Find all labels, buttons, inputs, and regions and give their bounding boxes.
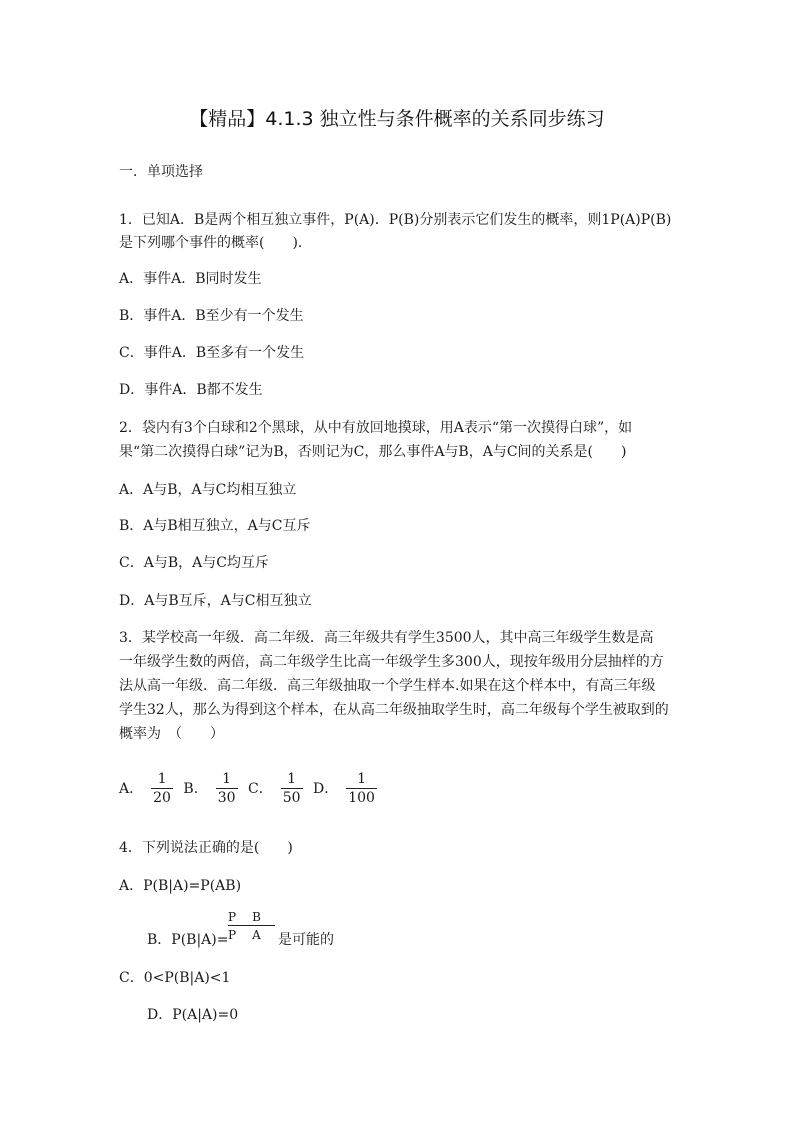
q3-option-a-label: A． — [119, 780, 144, 797]
q4-text-line-1: 4．下列说法正确的是( ) — [119, 840, 293, 856]
q3-option-d-fraction — [346, 770, 377, 807]
q2-option-c: C．A与B，A与C均互斥 — [119, 555, 269, 571]
q3-text-line-2: 一年级学生数的两倍，高二年级学生比高一年级学生多300人，现按年级用分层抽样的方 — [119, 654, 664, 670]
q1-option-c: C．事件A．B至多有一个发生 — [119, 345, 305, 361]
q2-option-a: A．A与B，A与C均相互独立 — [119, 482, 297, 498]
q3-text-line-4: 学生32人，那么为得到这个样本，在从高二年级抽取学生时，高二年级每个学生被取到的 — [119, 702, 669, 718]
fraction-numerator: P B — [228, 910, 263, 924]
q1-option-d: D．事件A．B都不发生 — [119, 382, 263, 398]
q1-text-line-2: 是下列哪个事件的概率( )． — [119, 235, 312, 251]
fraction-numerator: 1 — [222, 771, 232, 787]
q3-option-b-label: B． — [183, 780, 208, 797]
q4-option-b-fraction — [228, 910, 263, 942]
fraction-numerator: 1 — [157, 771, 167, 787]
q3-text-line-5: 概率为 （ ） — [119, 726, 224, 742]
q1-option-b: B．事件A．B至少有一个发生 — [119, 308, 304, 324]
q3-option-d-label: D． — [312, 780, 339, 797]
q3-option-c-fraction — [281, 770, 303, 807]
fraction-denominator: 20 — [153, 790, 171, 806]
q2-text-line-2: 果“第二次摸得白球”记为B，否则记为C，那么事件A与B，A与C间的关系是( ) — [119, 444, 627, 460]
q3-options-row — [119, 770, 383, 807]
q1-text-line-1: 1．已知A．B是两个相互独立事件，P(A)．P(B)分别表示它们发生的概率，则1P(A)P(B) — [119, 212, 672, 228]
fraction-numerator: 1 — [287, 771, 297, 787]
fraction-denominator: 50 — [282, 790, 301, 806]
q2-option-b: B．A与B相互独立，A与C互斥 — [119, 518, 311, 534]
fraction-denominator: P A — [228, 928, 263, 942]
fraction-numerator: 1 — [357, 771, 367, 787]
q3-option-c-label: C． — [247, 780, 273, 797]
fraction-bar — [228, 925, 275, 926]
q4-option-b-suffix: 是可能的 — [278, 932, 334, 948]
q3-text-line-1: 3．某学校高一年级．高二年级．高三年级共有学生3500人，其中高三年级学生数是高 — [119, 630, 654, 646]
q4-option-b-prefix: B．P(B|A)= — [147, 932, 229, 948]
q1-option-a: A．事件A．B同时发生 — [119, 271, 262, 287]
fraction-denominator: 100 — [348, 790, 375, 806]
q4-option-c: C．0<P(B|A)<1 — [119, 970, 231, 986]
q4-option-d: D．P(A|A)=0 — [147, 1007, 239, 1023]
q2-text-line-1: 2．袋内有3个白球和2个黑球，从中有放回地摸球，用A表示“第一次摸得白球”，如 — [119, 420, 633, 436]
q3-text-line-3: 法从高一年级．高二年级．高三年级抽取一个学生样本.如果在这个样本中，有高三年级 — [119, 678, 656, 694]
q3-option-b-fraction — [216, 770, 238, 807]
page-title: 【精品】4.1.3 独立性与条件概率的关系同步练习 — [189, 108, 605, 130]
q3-option-a-fraction — [151, 770, 173, 807]
section-heading: 一．单项选择 — [119, 164, 203, 180]
q4-option-a: A．P(B|A)=P(AB) — [119, 878, 242, 894]
q2-option-d: D．A与B互斥，A与C相互独立 — [119, 593, 312, 609]
fraction-denominator: 30 — [217, 790, 236, 806]
